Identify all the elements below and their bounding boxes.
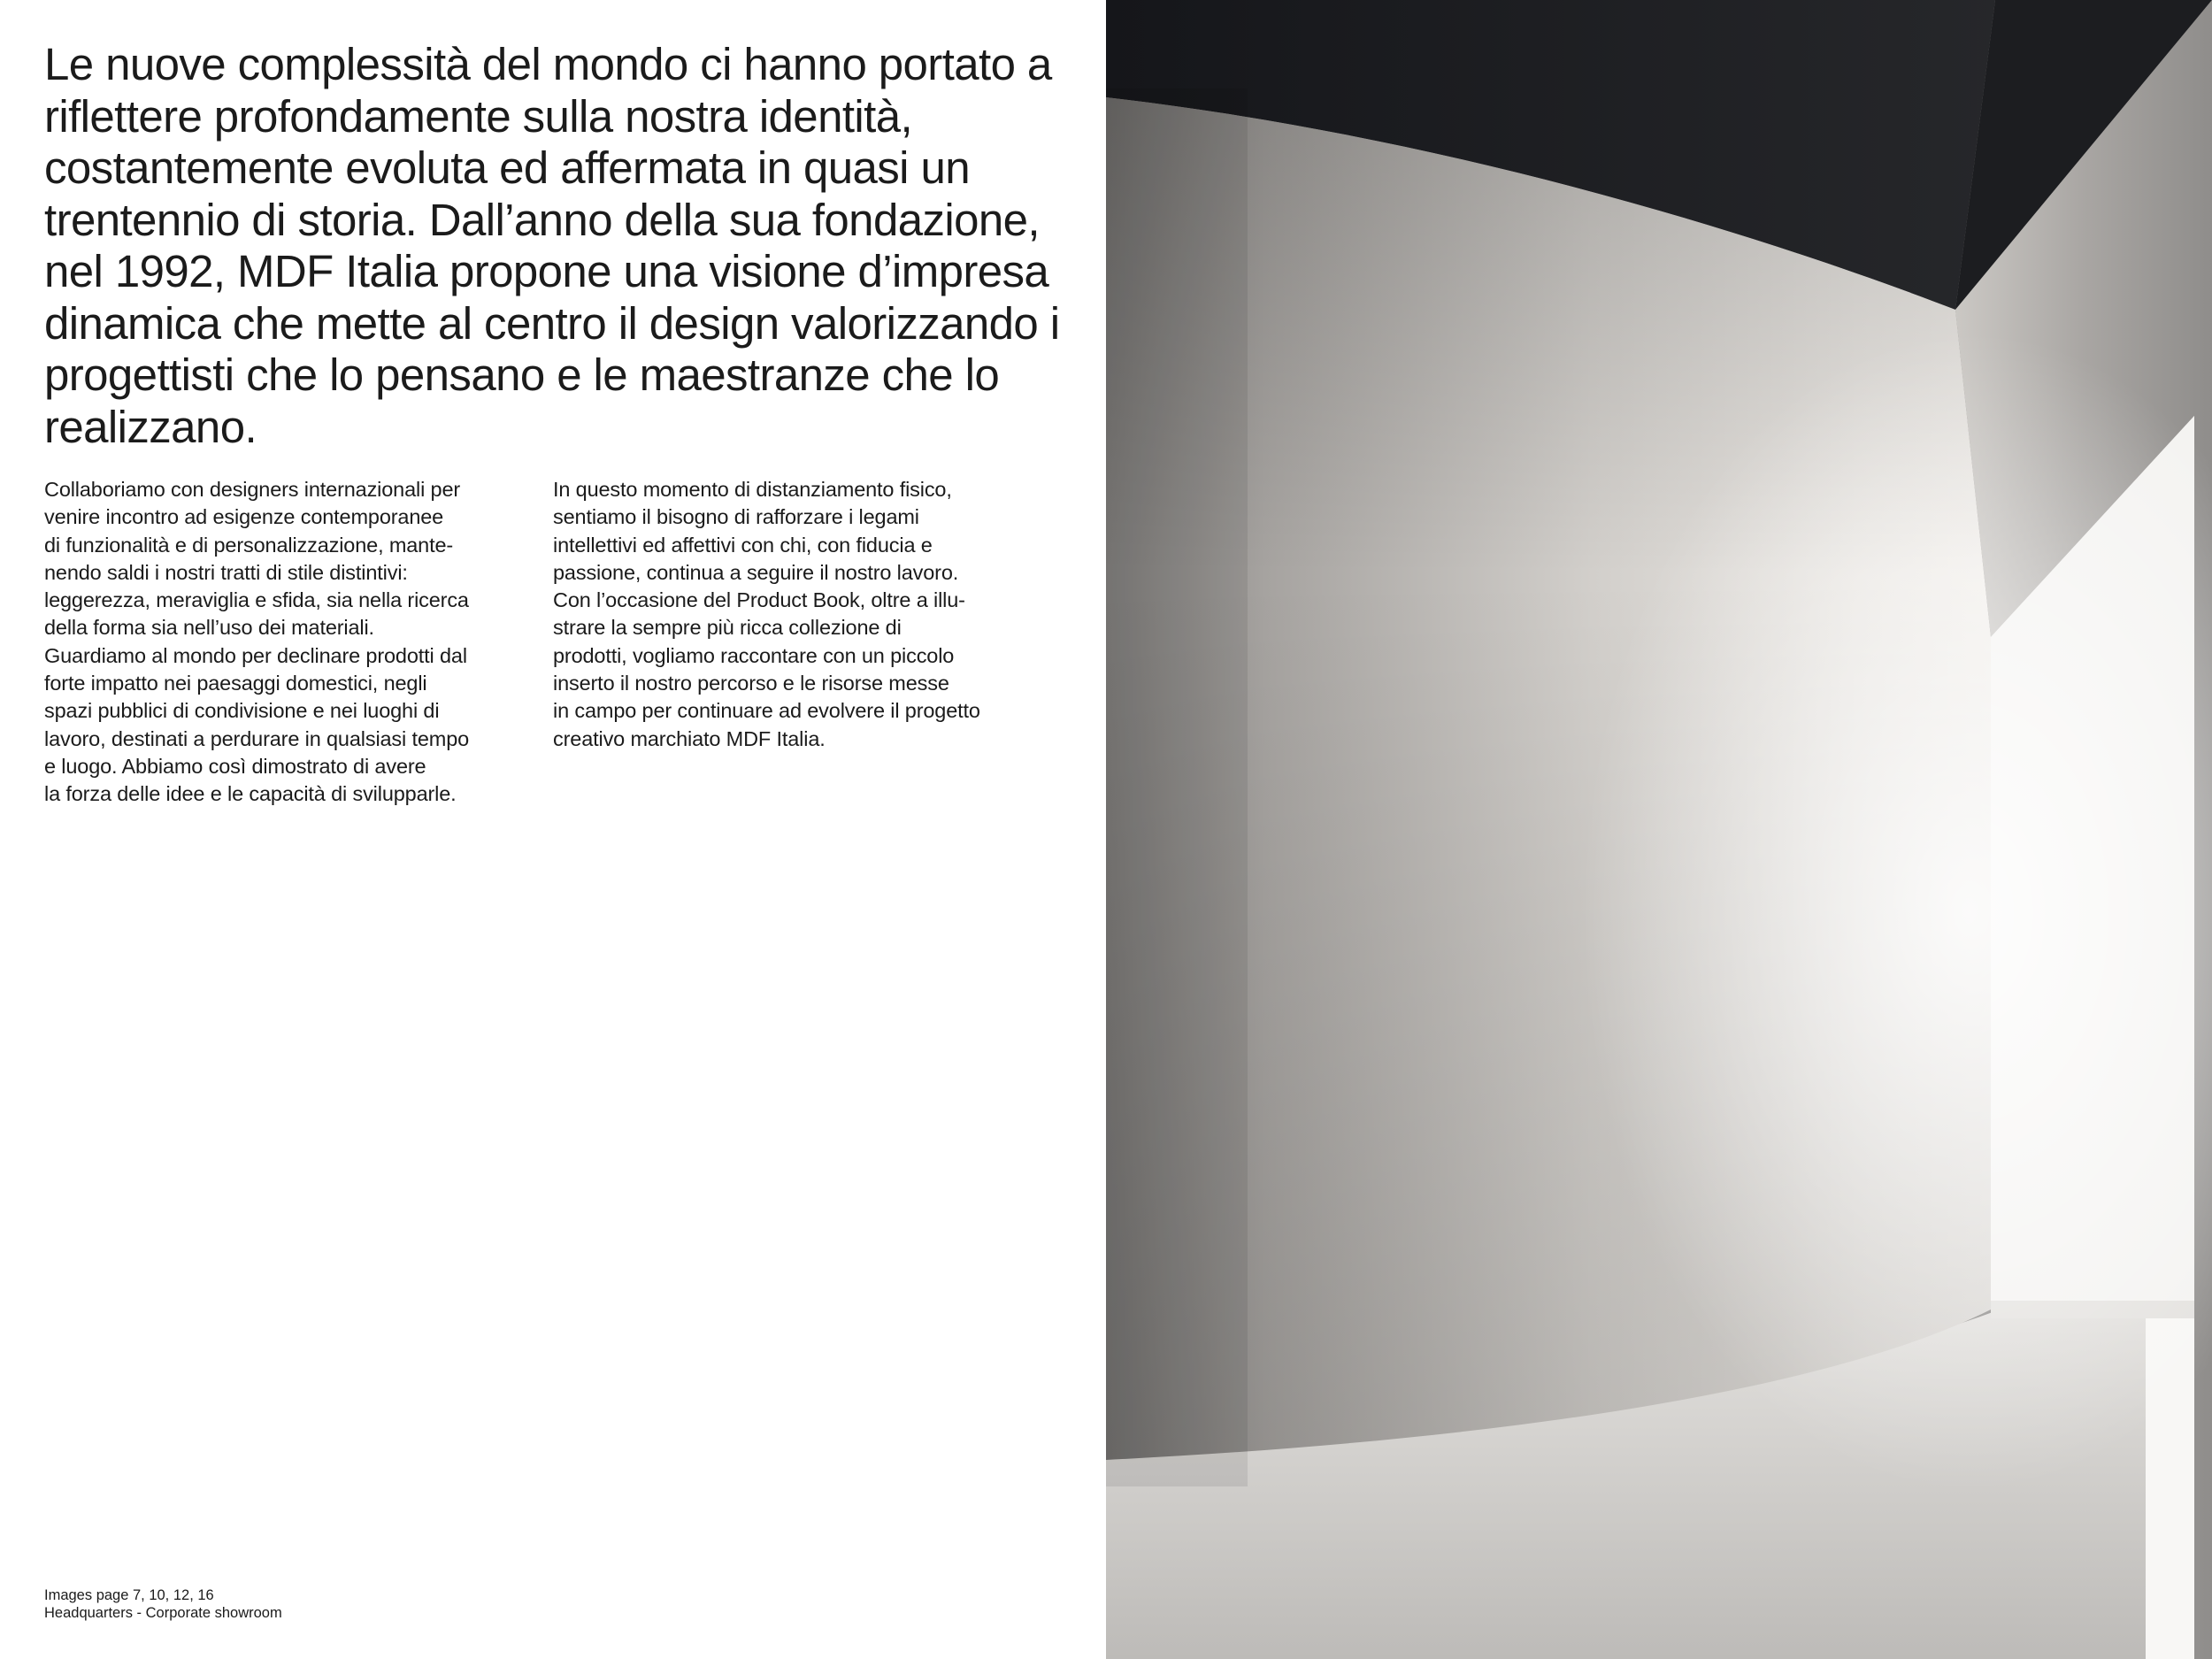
headline: Le nuove complessità del mondo ci hanno portato a riflettere profondamente sulla nostra identità, costantemente evoluta ed affermata in quasi un trentennio di storia. Dall’anno della sua fondazione, nel 1992, MDF Italia propone una visione d’impresa dinamica che mette al centro il design valorizzando i progettisti che lo pensano e le maestranze che lo realizzano. (44, 39, 1060, 452)
caption-location: Headquarters - Corporate showroom (44, 1605, 282, 1621)
interior-curved-wall-photo (1106, 0, 2212, 1659)
body-column-1: Collaboriamo con designers internazionali per venire incontro ad esigenze contemporanee di funzionalità e di personalizzazione, mante- nendo saldi i nostri tratti di stile distintivi: leggerezza, meraviglia e sfida, sia nella ricerca della forma sia nell’uso dei materiali. Guardiamo al mondo per declinare prodotti dal forte impatto nei paesaggi domestici, negli spazi pubblici di condivisione e nei luoghi di lavoro, destinati a perdurare in qualsiasi tempo e luogo. Abbiamo così dimostrato di avere la forza delle idee e le capacità di svilupparle. (44, 478, 470, 806)
photo-page (1106, 0, 2212, 1659)
image-caption (44, 1586, 282, 1622)
caption-image-pages: Images page 7, 10, 12, 16 (44, 1587, 214, 1603)
left-shadow (1106, 88, 1248, 1486)
body-column-2: In questo momento di distanziamento fisico, sentiamo il bisogno di rafforzare i legami intellettivi ed affettivi con chi, con fiducia e passione, continua a seguire il nostro lavoro. Con l’occasione del Product Book, oltre a illu- strare la sempre più ricca collezione di prodotti, vogliamo raccontare con un piccolo inserto il nostro percorso e le risorse messe in campo per continuare ad evolvere il progetto creativo marchiato MDF Italia. (553, 478, 980, 750)
light-glow (1106, 0, 2212, 1659)
